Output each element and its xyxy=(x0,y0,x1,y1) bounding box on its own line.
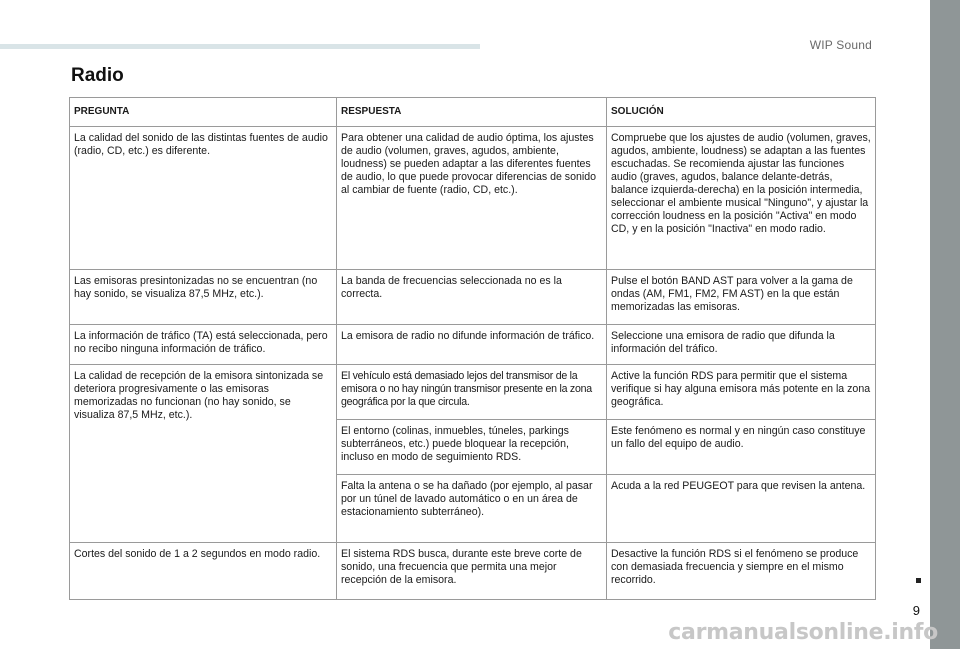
solution-cell: Este fenómeno es normal y en ningún caso constituye un fallo del equipo de audio. xyxy=(607,420,876,475)
question-cell: Las emisoras presintonizadas no se encuentran (no hay sonido, se visualiza 87,5 MHz, etc.). xyxy=(70,270,337,325)
column-header-question: PREGUNTA xyxy=(70,98,337,127)
answer-cell: La emisora de radio no difunde información de tráfico. xyxy=(337,325,607,365)
section-label: WIP Sound xyxy=(809,38,872,52)
answer-cell: El sistema RDS busca, durante este breve corte de sonido, una frecuencia que permita una mejor recepción de la emisora. xyxy=(337,543,607,600)
page-title: Radio xyxy=(71,65,124,86)
table-row xyxy=(70,270,876,325)
question-cell: Cortes del sonido de 1 a 2 segundos en modo radio. xyxy=(70,543,337,600)
answer-cell: Para obtener una calidad de audio óptima, los ajustes de audio (volumen, graves, agudos, ambiente, loudness) se pueden adaptar a las diferentes fuentes de audio, lo que puede provocar diferencias de sonido al cambiar de fuente (radio, CD, etc.). xyxy=(337,127,607,270)
column-header-solution: SOLUCIÓN xyxy=(607,98,876,127)
solution-cell: Desactive la función RDS si el fenómeno se produce con demasiada frecuencia y siempre en el mismo recorrido. xyxy=(607,543,876,600)
table-row xyxy=(70,365,876,420)
answer-cell: El vehículo está demasiado lejos del transmisor de la emisora o no hay ningún transmisor presente en la zona geográfica por la que circula. xyxy=(337,365,607,420)
answer-cell: El entorno (colinas, inmuebles, túneles, parkings subterráneos, etc.) puede bloquear la recepción, incluso en modo de seguimiento RDS. xyxy=(337,420,607,475)
table-row xyxy=(70,325,876,365)
solution-cell: Seleccione una emisora de radio que difunda la información del tráfico. xyxy=(607,325,876,365)
site-watermark: carmanualsonline.info xyxy=(668,620,938,645)
table-row xyxy=(70,127,876,270)
table-row xyxy=(70,543,876,600)
solution-cell: Active la función RDS para permitir que el sistema verifique si hay alguna emisora más potente en la zona geográfica. xyxy=(607,365,876,420)
column-header-answer: RESPUESTA xyxy=(337,98,607,127)
question-cell: La calidad de recepción de la emisora sintonizada se deteriora progresivamente o las emisoras memorizadas no funcionan (no hay sonido, se visualiza 87,5 MHz, etc.). xyxy=(70,365,337,543)
troubleshooting-table xyxy=(69,97,876,600)
side-tab-strip xyxy=(930,0,960,649)
table-header-row xyxy=(70,98,876,127)
solution-cell: Compruebe que los ajustes de audio (volumen, graves, agudos, ambiente, loudness) se adaptan a las fuentes escuchadas. Se recomienda ajustar las funciones audio (graves, agudos, balance delante-detrás, balance izquierda-derecha) en la posición intermedia, seleccionar el ambiente musical "Ninguno", y ajustar la corrección loudness en la posición "Activa" en modo CD, y en la posición "Inactiva" en modo radio. xyxy=(607,127,876,270)
answer-cell: La banda de frecuencias seleccionada no es la correcta. xyxy=(337,270,607,325)
page-marker-square xyxy=(916,578,921,583)
solution-cell: Pulse el botón BAND AST para volver a la gama de ondas (AM, FM1, FM2, FM AST) en la que están memorizadas las emisoras. xyxy=(607,270,876,325)
header-rule xyxy=(0,44,480,49)
question-cell: La información de tráfico (TA) está seleccionada, pero no recibo ninguna información de tráfico. xyxy=(70,325,337,365)
answer-cell: Falta la antena o se ha dañado (por ejemplo, al pasar por un túnel de lavado automático o en un área de estacionamiento subterráneo). xyxy=(337,475,607,543)
solution-cell: Acuda a la red PEUGEOT para que revisen la antena. xyxy=(607,475,876,543)
page-number: 9 xyxy=(912,603,920,618)
question-cell: La calidad del sonido de las distintas fuentes de audio (radio, CD, etc.) es diferente. xyxy=(70,127,337,270)
